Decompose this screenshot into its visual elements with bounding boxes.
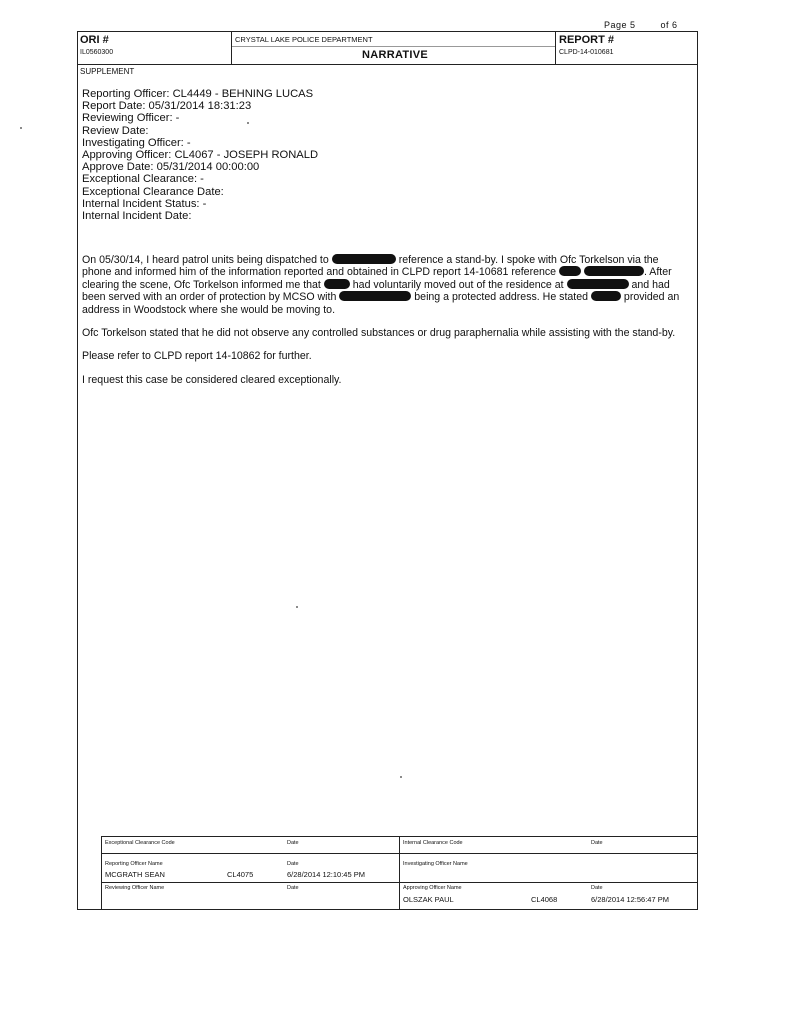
meta-internal-incident-status: Internal Incident Status: - xyxy=(82,197,207,210)
approving-officer-name: OLSZAK PAUL xyxy=(403,895,454,904)
narrative-text: had voluntarily moved out of the residence at xyxy=(352,278,564,291)
redaction-mark xyxy=(591,291,621,301)
scan-speck xyxy=(296,606,298,608)
redaction-mark xyxy=(584,266,644,276)
approving-officer-id: CL4068 xyxy=(531,895,558,904)
report-metadata xyxy=(82,88,318,222)
narrative-text: . After clearing the scene, Ofc Torkelson informed me that xyxy=(82,266,672,291)
investigating-officer-label: Investigating Officer Name xyxy=(403,861,468,867)
reporting-date: 6/28/2014 12:10:45 PM xyxy=(287,870,365,879)
narrative-paragraph-1 xyxy=(82,254,688,316)
reporting-officer-name: MCGRATH SEAN xyxy=(105,870,165,879)
narrative-paragraph-3: Please refer to CLPD report 14-10862 for further. xyxy=(82,350,312,363)
narrative-text: being a protected address. He stated xyxy=(414,291,589,304)
meta-approving-officer: Approving Officer: CL4067 - JOSEPH RONALD xyxy=(82,149,319,162)
page-title: NARRATIVE xyxy=(362,49,429,61)
redaction-mark xyxy=(559,266,581,276)
department-name: CRYSTAL LAKE POLICE DEPARTMENT xyxy=(235,35,373,44)
narrative-body xyxy=(82,254,688,397)
meta-reviewing-officer: Reviewing Officer: - xyxy=(82,112,180,125)
approving-officer-label: Approving Officer Name xyxy=(403,885,462,891)
meta-exceptional-clearance-date: Exceptional Clearance Date: xyxy=(82,185,224,198)
redaction-mark xyxy=(324,279,350,289)
date-label: Date xyxy=(591,840,603,846)
approving-date: 6/28/2014 12:56:47 PM xyxy=(591,895,669,904)
ori-value: IL0560300 xyxy=(80,49,114,56)
scan-speck xyxy=(20,127,22,129)
narrative-text: reference a stand-by. I spoke with Ofc Torkelson via the phone and informed him of the information reported and obtained in CLPD report 14-10681 reference xyxy=(82,254,659,279)
narrative-text: On 05/30/14, I heard patrol units being dispatched to xyxy=(82,254,329,266)
meta-investigating-officer: Investigating Officer: - xyxy=(82,136,191,149)
redaction-mark xyxy=(332,254,396,264)
meta-exceptional-clearance: Exceptional Clearance: - xyxy=(82,173,204,186)
narrative-text: provided an address in Woodstock where she would be moving to. xyxy=(82,291,680,316)
narrative-paragraph-4: I request this case be considered cleared exceptionally. xyxy=(82,373,342,386)
page-indicator xyxy=(604,20,678,30)
scan-speck xyxy=(400,776,402,778)
meta-report-date: Report Date: 05/31/2014 18:31:23 xyxy=(82,100,252,113)
header-sub-divider xyxy=(232,46,555,47)
meta-reporting-officer: Reporting Officer: CL4449 - BEHNING LUCAS xyxy=(82,88,314,100)
meta-review-date: Review Date: xyxy=(82,124,149,137)
ori-label: ORI # xyxy=(80,34,109,46)
page-total: of 6 xyxy=(660,20,678,30)
reporting-officer-id: CL4075 xyxy=(227,870,254,879)
exceptional-clearance-code-label: Exceptional Clearance Code xyxy=(105,840,175,846)
internal-clearance-code-label: Internal Clearance Code xyxy=(403,840,463,846)
signature-table xyxy=(101,836,697,910)
scan-speck xyxy=(247,122,249,124)
header-col-divider-1 xyxy=(231,32,232,64)
redaction-mark xyxy=(567,279,629,289)
date-label: Date xyxy=(287,861,299,867)
report-label: REPORT # xyxy=(559,34,615,46)
meta-internal-incident-date: Internal Incident Date: xyxy=(82,210,192,223)
footer-left-border xyxy=(101,837,102,910)
section-label: SUPPLEMENT xyxy=(80,67,135,76)
narrative-text: and had been served with an order of protection by MCSO with xyxy=(82,278,670,304)
report-number: CLPD-14-010681 xyxy=(559,49,614,56)
footer-center-divider xyxy=(399,837,400,910)
header-col-divider-2 xyxy=(555,32,556,64)
reporting-officer-label: Reporting Officer Name xyxy=(105,861,163,867)
narrative-paragraph-2: Ofc Torkelson stated that he did not observe any controlled substances or drug paraphernalia while assisting with the stand-by. xyxy=(82,327,676,340)
date-label: Date xyxy=(287,885,299,891)
meta-approve-date: Approve Date: 05/31/2014 00:00:00 xyxy=(82,161,260,174)
date-label: Date xyxy=(591,885,603,891)
header-divider xyxy=(78,64,697,65)
date-label: Date xyxy=(287,840,299,846)
page-number: Page 5 xyxy=(604,20,636,30)
redaction-mark xyxy=(339,291,411,301)
reviewing-officer-label: Reviewing Officer Name xyxy=(105,885,165,891)
